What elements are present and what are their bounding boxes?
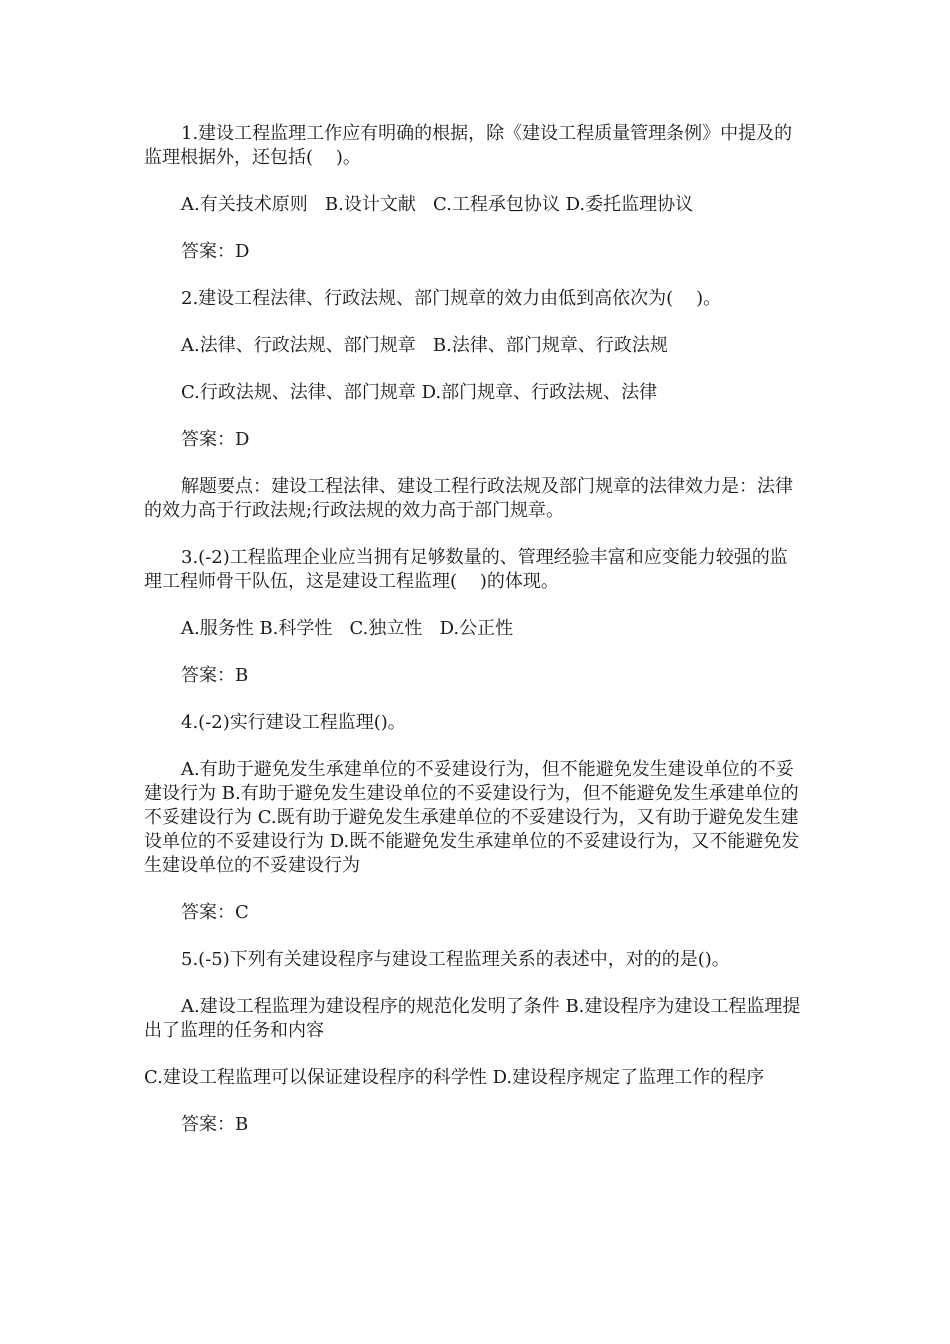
question-2-answer: 答案：D [181,429,250,450]
question-2-options-line-2: C.行政法规、法律、部门规章 D.部门规章、行政法规、法律 [181,382,658,403]
question-3: 3.(-2)工程监理企业应当拥有足够数量的、管理经验丰富和应变能力较强的监理工程师骨干队伍，这是建设工程监理( )的体现。 [144,547,788,592]
question-4-options: A.有助于避免发生承建单位的不妥建设行为，但不能避免发生建设单位的不妥建设行为 B.有助于避免发生建设单位的不妥建设行为，但不能避免发生承建单位的不妥建设行为 C.既有助于避免发生承建单位的不妥建设行为，又有助于避免发生建设单位的不妥建设行为 D.既不能避免发生承建单位的不妥建设行为，又不能避免发生建设单位的不妥建设行为 [144,759,800,876]
question-4-answer: 答案：C [181,902,249,923]
question-1-answer: 答案：D [181,241,250,262]
question-5: 5.(-5)下列有关建设程序与建设工程监理关系的表述中，对的的是()。 [181,949,730,970]
question-4: 4.(-2)实行建设工程监理()。 [181,712,406,733]
question-5-options-line-2: C.建设工程监理可以保证建设程序的科学性 D.建设程序规定了监理工作的程序 [144,1067,765,1088]
question-3-options: A.服务性 B.科学性 C.独立性 D.公正性 [181,618,514,639]
question-5-options-line-1: A.建设工程监理为建设程序的规范化发明了条件 B.建设程序为建设工程监理提出了监理的任务和内容 [144,996,801,1041]
question-5-answer: 答案：B [181,1114,249,1135]
question-1: 1.建设工程监理工作应有明确的根据，除《建设工程质量管理条例》中提及的监理根据外，还包括( )。 [144,123,793,168]
question-1-options: A.有关技术原则 B.设计文献 C.工程承包协议 D.委托监理协议 [181,194,694,215]
question-2: 2.建设工程法律、行政法规、部门规章的效力由低到高依次为( )。 [181,288,722,309]
question-2-options-line-1: A.法律、行政法规、部门规章 B.法律、部门规章、行政法规 [181,335,668,356]
question-3-answer: 答案：B [181,665,249,686]
document-page [144,122,804,1160]
question-2-explanation: 解题要点：建设工程法律、建设工程行政法规及部门规章的法律效力是：法律的效力高于行政法规;行政法规的效力高于部门规章。 [144,476,793,521]
